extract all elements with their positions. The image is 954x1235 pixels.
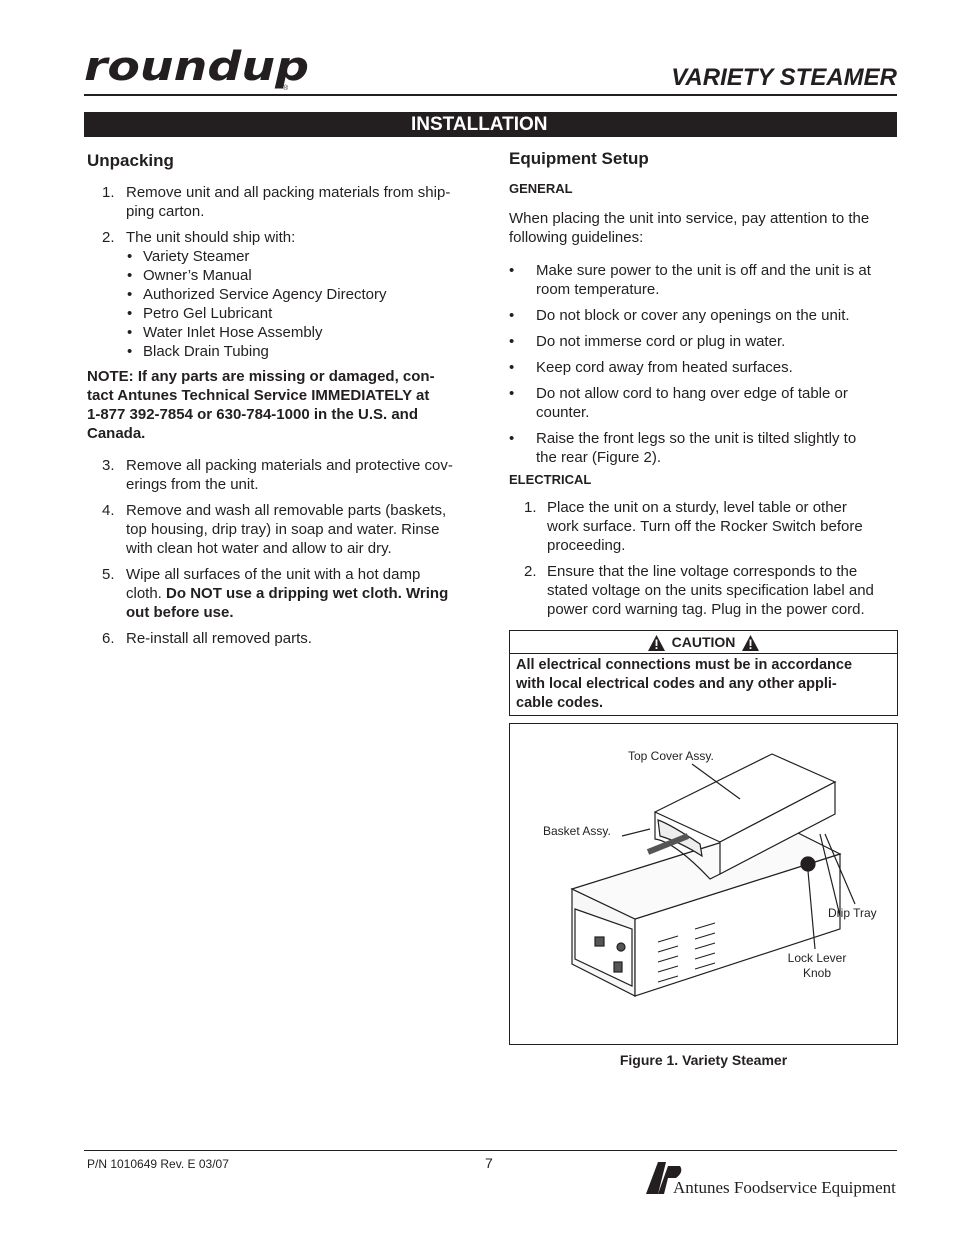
- general-subtitle: GENERAL: [509, 181, 573, 196]
- step-number: 5.: [102, 566, 115, 583]
- section-title: INSTALLATION: [84, 112, 897, 137]
- general-intro: When placing the unit into service, pay attention to the following guidelines:: [509, 210, 870, 246]
- step-number: 1.: [102, 184, 115, 201]
- unpacking-step-4: 4. Remove and wash all removable parts (baskets, top housing, drip tray) in soap and water. Rinse with clean hot water and allow to air dry.: [102, 502, 447, 557]
- missing-parts-note: NOTE: If any parts are missing or damaged, con- tact Antunes Technical Service IMMEDIATELY at 1-877 392-7854 or 630-784-1000 in the U.S. and Canada.: [87, 368, 435, 442]
- ship-item: • Water Inlet Hose Assembly: [127, 324, 323, 341]
- caution-title: CAUTION: [671, 634, 736, 650]
- electrical-step-2: 2. Ensure that the line voltage corresponds to the stated voltage on the units specification label and power cord warning tag. Plug in the power cord.: [524, 563, 874, 618]
- lock-lever-label: Lock Lever Knob: [787, 951, 847, 980]
- caution-text: All electrical connections must be in accordance with local electrical codes and any other appli- cable codes.: [516, 657, 853, 711]
- company-name: Antunes Foodservice Equipment: [673, 1178, 896, 1197]
- electrical-step-1: 1. Place the unit on a sturdy, level table or other work surface. Turn off the Rocker Switch before proceeding.: [524, 499, 863, 554]
- drip-tray-label: Drip Tray: [828, 906, 877, 920]
- step-text: ping carton.: [126, 203, 205, 220]
- step-text: Remove unit and all packing materials from ship-: [126, 184, 451, 201]
- guideline-item: • Keep cord away from heated surfaces.: [509, 359, 793, 376]
- figure-caption: Figure 1. Variety Steamer: [619, 1052, 788, 1068]
- electrical-subtitle: ELECTRICAL: [509, 472, 592, 487]
- svg-text:roundup: roundup: [84, 44, 309, 90]
- unpacking-title: Unpacking: [87, 151, 174, 170]
- basket-label: Basket Assy.: [543, 824, 611, 838]
- ship-item: • Black Drain Tubing: [127, 343, 269, 360]
- variety-steamer-figure: [509, 723, 898, 1045]
- guideline-item: • Make sure power to the unit is off and the unit is at room temperature.: [509, 262, 871, 298]
- equipment-setup-title: Equipment Setup: [509, 149, 649, 168]
- top-cover-label: Top Cover Assy.: [628, 749, 714, 763]
- unpacking-step-6: 6. Re-install all removed parts.: [102, 630, 312, 647]
- product-title: VARIETY STEAMER: [671, 64, 897, 91]
- unpacking-section: [87, 150, 471, 648]
- step-number: 2.: [524, 563, 537, 580]
- unpacking-step-2: [87, 228, 471, 247]
- unpacking-step-5: 5. Wipe all surfaces of the unit with a hot damp cloth. Do NOT use a dripping wet cloth. Wring out before use.: [102, 566, 449, 621]
- step-number: 6.: [102, 630, 115, 647]
- step-number: 1.: [524, 499, 537, 516]
- footer-rule: [84, 1150, 897, 1151]
- step-number: 2.: [102, 229, 115, 246]
- guideline-item: • Do not allow cord to hang over edge of table or counter.: [509, 385, 848, 421]
- guideline-item: • Do not block or cover any openings on the unit.: [509, 307, 850, 324]
- unpacking-step-1: [87, 183, 471, 221]
- caution-box: [509, 630, 898, 716]
- step-number: 3.: [102, 457, 115, 474]
- header-rule: [84, 94, 897, 96]
- step-text: The unit should ship with:: [126, 229, 296, 246]
- guideline-item: • Raise the front legs so the unit is tilted slightly to the rear (Figure 2).: [509, 430, 857, 466]
- equipment-setup-section: [509, 148, 901, 619]
- ship-item: • Petro Gel Lubricant: [127, 305, 273, 322]
- ship-item: • Variety Steamer: [127, 248, 250, 265]
- warning-triangle-icon: [742, 635, 759, 651]
- part-number: P/N 1010649 Rev. E 03/07: [87, 1157, 229, 1171]
- unpacking-step-3: 3. Remove all packing materials and protective cov- erings from the unit.: [102, 457, 453, 493]
- steamer-illustration: [510, 724, 899, 1046]
- step-number: 4.: [102, 502, 115, 519]
- warning-triangle-icon: [648, 635, 665, 651]
- ship-item: • Owner’s Manual: [127, 267, 252, 284]
- guideline-item: • Do not immerse cord or plug in water.: [509, 333, 786, 350]
- registered-mark: ®: [283, 85, 289, 92]
- page-number: 7: [485, 1155, 493, 1171]
- caution-header: [510, 631, 897, 654]
- ship-item: • Authorized Service Agency Directory: [127, 286, 387, 303]
